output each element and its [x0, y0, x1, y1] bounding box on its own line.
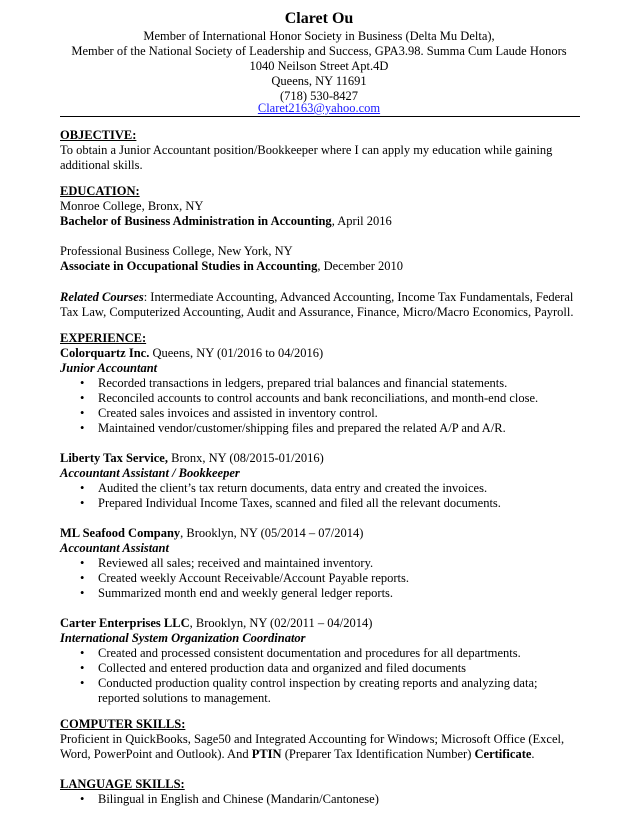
objective-heading: OBJECTIVE: [60, 128, 137, 142]
bullet-glyph: • [80, 376, 85, 390]
bullet-glyph: • [80, 586, 85, 600]
computer-skills-heading: COMPUTER SKILLS: [60, 717, 186, 731]
bullet-glyph: • [80, 391, 85, 405]
job-1-bullet-2: Reconciled accounts to control accounts and bank reconciliations, and month-end close. [98, 391, 539, 405]
bullet-glyph: • [80, 792, 85, 806]
skills-text-c: (Preparer Tax Identification Number) [281, 747, 475, 761]
header-divider [60, 116, 580, 117]
bullet-glyph: • [80, 496, 85, 510]
degree-1 [60, 214, 392, 229]
job-2-bullet-1: Audited the client’s tax return documents, data entry and created the invoices. [98, 481, 488, 495]
bullet-glyph: • [80, 646, 85, 660]
job-2-bullet-2: Prepared Individual Income Taxes, scanned and filed all the relevant documents. [98, 496, 501, 510]
job-1-bullet-4: Maintained vendor/customer/shipping files and prepared the related A/P and A/R. [98, 421, 506, 435]
job-2-company: Liberty Tax Service, [60, 451, 168, 465]
computer-skills-text-2 [60, 747, 535, 762]
job-4-header [60, 616, 372, 631]
job-2-details: Bronx, NY (08/2015-01/2016) [167, 451, 324, 465]
bullet-glyph: • [80, 406, 85, 420]
resume-name: Claret Ou [284, 10, 354, 27]
certificate-label: Certificate [474, 747, 532, 761]
job-1-details: Queens, NY (01/2016 to 04/2016) [149, 346, 324, 360]
job-3-details: , Brooklyn, NY (05/2014 – 07/2014) [180, 526, 364, 540]
degree-2-title: Associate in Occupational Studies in Accounting [60, 259, 318, 273]
job-3-title: Accountant Assistant [60, 541, 169, 555]
courses-line-2: Tax Law, Computerized Accounting, Audit and Assurance, Finance, Micro/Macro Economics, Payroll. [60, 305, 574, 319]
objective-text-2: additional skills. [60, 158, 143, 172]
job-4-bullet-1: Created and processed consistent documentation and procedures for all departments. [98, 646, 521, 660]
job-4-bullet-3: Conducted production quality control inspection by creating reports and analyzing data; [98, 676, 538, 690]
skills-text-a: Word, PowerPoint and Outlook). And [60, 747, 252, 761]
phone-line: (718) 530-8427 [279, 89, 359, 103]
bullet-glyph: • [80, 556, 85, 570]
job-4-bullet-2: Collected and entered production data and organized and filed documents [98, 661, 467, 675]
job-1-bullet-3: Created sales invoices and assisted in inventory control. [98, 406, 378, 420]
job-2-header [60, 451, 324, 466]
job-3-bullet-3: Summarized month end and weekly general ledger reports. [98, 586, 394, 600]
job-3-header [60, 526, 363, 541]
job-4-title: International System Organization Coordinator [60, 631, 306, 645]
ptin-label: PTIN [251, 747, 282, 761]
courses-label: Related Courses [60, 290, 144, 304]
bullet-glyph: • [80, 421, 85, 435]
degree-2-date: , December 2010 [317, 259, 404, 273]
school-1: Monroe College, Bronx, NY [60, 199, 204, 213]
job-1-company: Colorquartz Inc. [60, 346, 150, 360]
job-4-details: , Brooklyn, NY (02/2011 – 04/2014) [189, 616, 373, 630]
email-link[interactable]: Claret2163@yahoo.com [257, 101, 381, 115]
bullet-glyph: • [80, 661, 85, 675]
school-2: Professional Business College, New York, NY [60, 244, 293, 258]
honor-line-1: Member of International Honor Society in Business (Delta Mu Delta), [143, 29, 495, 43]
city-line: Queens, NY 11691 [271, 74, 367, 88]
computer-skills-text-1: Proficient in QuickBooks, Sage50 and Integrated Accounting for Windows; Microsoft Office (Excel, [60, 732, 565, 746]
skills-text-e: . [531, 747, 535, 761]
job-1-bullet-1: Recorded transactions in ledgers, prepared trial balances and financial statements. [98, 376, 508, 390]
education-heading: EDUCATION: [60, 184, 140, 198]
courses-line-1 [60, 290, 573, 305]
job-1-header [60, 346, 323, 361]
job-3-bullet-1: Reviewed all sales; received and maintained inventory. [98, 556, 374, 570]
language-bullet-1: Bilingual in English and Chinese (Mandarin/Cantonese) [98, 792, 379, 806]
job-4-company: Carter Enterprises LLC [60, 616, 190, 630]
experience-heading: EXPERIENCE: [60, 331, 147, 345]
job-3-company: ML Seafood Company [60, 526, 181, 540]
bullet-glyph: • [80, 571, 85, 585]
bullet-glyph: • [80, 481, 85, 495]
honor-line-2: Member of the National Society of Leadership and Success, GPA3.98. Summa Cum Laude Honors [71, 44, 567, 58]
job-2-title: Accountant Assistant / Bookkeeper [60, 466, 240, 480]
job-3-bullet-2: Created weekly Account Receivable/Account Payable reports. [98, 571, 409, 585]
degree-1-date: , April 2016 [331, 214, 392, 228]
degree-2 [60, 259, 403, 274]
objective-text-1: To obtain a Junior Accountant position/Bookkeeper where I can apply my education while gaining [60, 143, 553, 157]
bullet-glyph: • [80, 676, 85, 690]
address-line: 1040 Neilson Street Apt.4D [249, 59, 389, 73]
job-4-bullet-3-cont: reported solutions to management. [98, 691, 271, 705]
email-line [0, 101, 638, 116]
language-skills-heading: LANGUAGE SKILLS: [60, 777, 185, 791]
courses-text-1: : Intermediate Accounting, Advanced Accounting, Income Tax Fundamentals, Federal [143, 290, 574, 304]
job-1-title: Junior Accountant [60, 361, 158, 375]
degree-1-title: Bachelor of Business Administration in Accounting [60, 214, 332, 228]
